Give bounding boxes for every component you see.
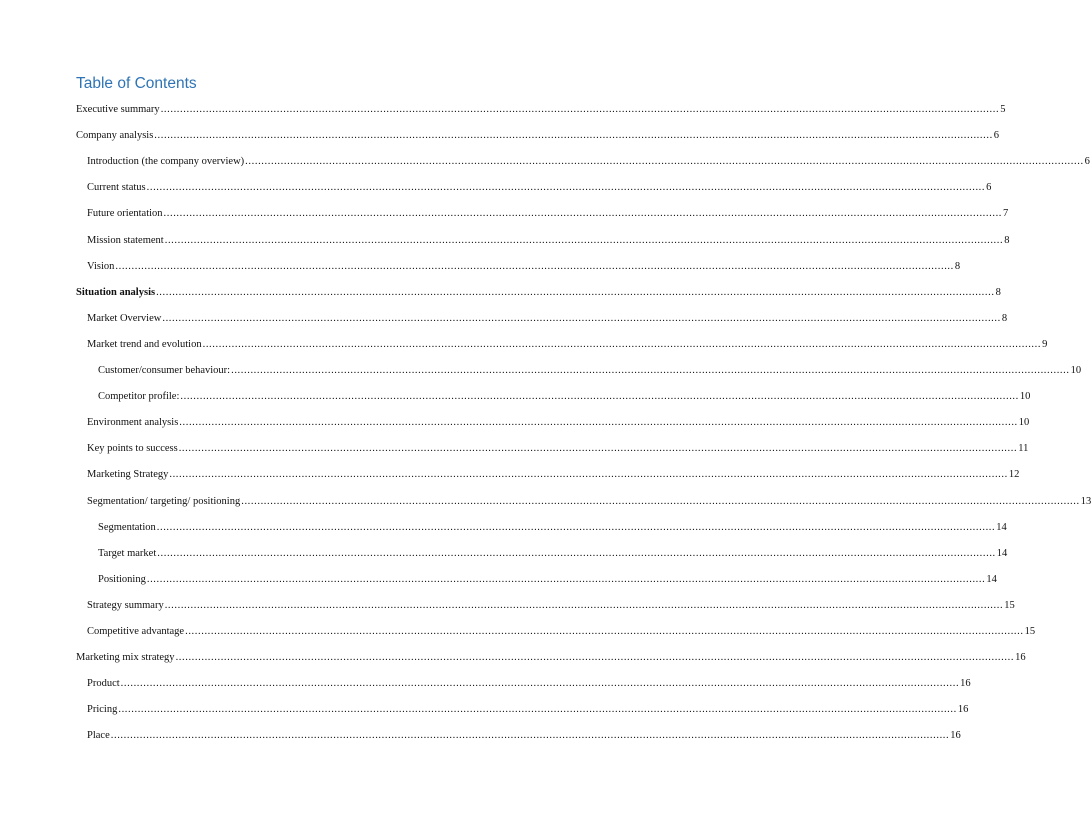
dot-leader: ....................................................................................................................................................................................................................................................................	[146, 182, 986, 193]
toc-entry[interactable]	[87, 625, 1036, 638]
toc-entry-page-number: 15	[1024, 626, 1036, 637]
toc-entry-label: Current status	[87, 182, 146, 193]
toc-entry-label: Key points to success	[87, 443, 178, 454]
toc-entry-page-number: 8	[1001, 313, 1008, 324]
toc-entry[interactable]	[98, 547, 1008, 560]
toc-entry[interactable]	[87, 599, 1015, 612]
toc-entry[interactable]	[98, 573, 997, 586]
toc-entry[interactable]	[87, 181, 992, 194]
dot-leader: ....................................................................................................................................................................................................................................................................	[179, 417, 1018, 428]
toc-entry-label: Company analysis	[76, 130, 154, 141]
toc-entry[interactable]	[98, 390, 1031, 403]
dot-leader: ....................................................................................................................................................................................................................................................................	[245, 156, 1084, 167]
toc-entry-label: Target market	[98, 548, 157, 559]
toc-entry-label: Executive summary	[76, 104, 160, 115]
toc-entry[interactable]	[87, 234, 1010, 247]
toc-entry-label: Marketing Strategy	[87, 469, 169, 480]
toc-entry-label: Market Overview	[87, 313, 162, 324]
toc-entry-label: Competitive advantage	[87, 626, 185, 637]
dot-leader: ....................................................................................................................................................................................................................................................................	[120, 678, 960, 689]
dot-leader: ....................................................................................................................................................................................................................................................................	[175, 652, 1015, 663]
toc-entry[interactable]	[87, 207, 1009, 220]
toc-entry-label: Mission statement	[87, 235, 164, 246]
toc-entry-label: Introduction (the company overview)	[87, 156, 245, 167]
toc-entry-page-number: 16	[1015, 652, 1026, 663]
toc-entry-page-number: 6	[993, 130, 1000, 141]
toc-entry-page-number: 7	[1003, 208, 1009, 219]
toc-entry[interactable]	[76, 286, 1001, 299]
dot-leader: ....................................................................................................................................................................................................................................................................	[163, 208, 1003, 219]
toc-entry[interactable]	[87, 703, 969, 716]
toc-entry-page-number: 9	[1042, 339, 1048, 350]
toc-entry-label: Vision	[87, 261, 115, 272]
toc-entry-page-number: 15	[1004, 600, 1015, 611]
toc-entry-page-number: 12	[1008, 469, 1020, 480]
toc-entry-page-number: 10	[1070, 365, 1082, 376]
dot-leader: ....................................................................................................................................................................................................................................................................	[185, 626, 1024, 637]
dot-leader: ....................................................................................................................................................................................................................................................................	[162, 313, 1001, 324]
dot-leader: ....................................................................................................................................................................................................................................................................	[164, 235, 1004, 246]
dot-leader: ....................................................................................................................................................................................................................................................................	[241, 496, 1080, 507]
toc-entry-page-number: 6	[1084, 156, 1090, 167]
toc-entry[interactable]	[87, 312, 1008, 325]
toc-entry-label: Positioning	[98, 574, 146, 585]
toc-entry-label: Future orientation	[87, 208, 163, 219]
dot-leader: ....................................................................................................................................................................................................................................................................	[178, 443, 1018, 454]
toc-entry[interactable]	[87, 495, 1091, 508]
toc-entry-page-number: 16	[960, 678, 971, 689]
toc-entry-page-number: 10	[1018, 417, 1030, 428]
dot-leader: ....................................................................................................................................................................................................................................................................	[160, 104, 1000, 115]
toc-entry[interactable]	[87, 338, 1048, 351]
toc-entry[interactable]	[87, 677, 971, 690]
toc-entry-page-number: 14	[986, 574, 997, 585]
dot-leader: ....................................................................................................................................................................................................................................................................	[231, 365, 1070, 376]
toc-entry[interactable]	[87, 468, 1020, 481]
toc-entry-page-number: 14	[996, 548, 1008, 559]
toc-entry[interactable]	[76, 651, 1026, 664]
toc-entry[interactable]	[87, 416, 1030, 429]
dot-leader: ....................................................................................................................................................................................................................................................................	[146, 574, 986, 585]
dot-leader: ....................................................................................................................................................................................................................................................................	[110, 730, 950, 741]
toc-entry-label: Marketing mix strategy	[76, 652, 175, 663]
toc-entry-label: Segmentation/ targeting/ positioning	[87, 496, 241, 507]
toc-entry-page-number: 11	[1018, 443, 1029, 454]
toc-entry[interactable]	[98, 364, 1082, 377]
toc-entry[interactable]	[76, 103, 1006, 116]
toc-title: Table of Contents	[76, 75, 197, 92]
toc-entry-label: Strategy summary	[87, 600, 164, 611]
toc-entry-label: Segmentation	[98, 522, 156, 533]
toc-entry-page-number: 6	[986, 182, 992, 193]
toc-entry-label: Place	[87, 730, 110, 741]
toc-entry-page-number: 5	[1000, 104, 1006, 115]
toc-entry-label: Product	[87, 678, 120, 689]
toc-entry-page-number: 10	[1019, 391, 1031, 402]
dot-leader: ....................................................................................................................................................................................................................................................................	[157, 548, 996, 559]
dot-leader: ....................................................................................................................................................................................................................................................................	[164, 600, 1004, 611]
toc-entry-page-number: 8	[1004, 235, 1010, 246]
toc-entry-page-number: 8	[995, 287, 1001, 298]
toc-entry-page-number: 16	[950, 730, 961, 741]
toc-entry-label: Market trend and evolution	[87, 339, 202, 350]
dot-leader: ....................................................................................................................................................................................................................................................................	[154, 130, 993, 141]
toc-entry-label: Competitor profile:	[98, 391, 180, 402]
toc-entry-label: Environment analysis	[87, 417, 179, 428]
dot-leader: ....................................................................................................................................................................................................................................................................	[118, 704, 957, 715]
dot-leader: ....................................................................................................................................................................................................................................................................	[156, 522, 996, 533]
toc-entry-label: Customer/consumer behaviour:	[98, 365, 231, 376]
toc-entry[interactable]	[87, 442, 1029, 455]
toc-entry-label: Pricing	[87, 704, 118, 715]
toc-entry-page-number: 16	[957, 704, 969, 715]
toc-entry[interactable]	[87, 155, 1090, 168]
dot-leader: ....................................................................................................................................................................................................................................................................	[169, 469, 1008, 480]
dot-leader: ....................................................................................................................................................................................................................................................................	[156, 287, 995, 298]
toc-entry-page-number: 13	[1080, 496, 1091, 507]
toc-entry-page-number: 14	[996, 522, 1007, 533]
toc-entry[interactable]	[87, 260, 961, 273]
toc-entry-label: Situation analysis	[76, 287, 156, 298]
toc-entry-page-number: 8	[954, 261, 961, 272]
dot-leader: ....................................................................................................................................................................................................................................................................	[202, 339, 1042, 350]
toc-entry[interactable]	[87, 729, 961, 742]
dot-leader: ....................................................................................................................................................................................................................................................................	[180, 391, 1019, 402]
toc-entry[interactable]	[76, 129, 1000, 142]
toc-entry[interactable]	[98, 521, 1007, 534]
dot-leader: ....................................................................................................................................................................................................................................................................	[115, 261, 954, 272]
